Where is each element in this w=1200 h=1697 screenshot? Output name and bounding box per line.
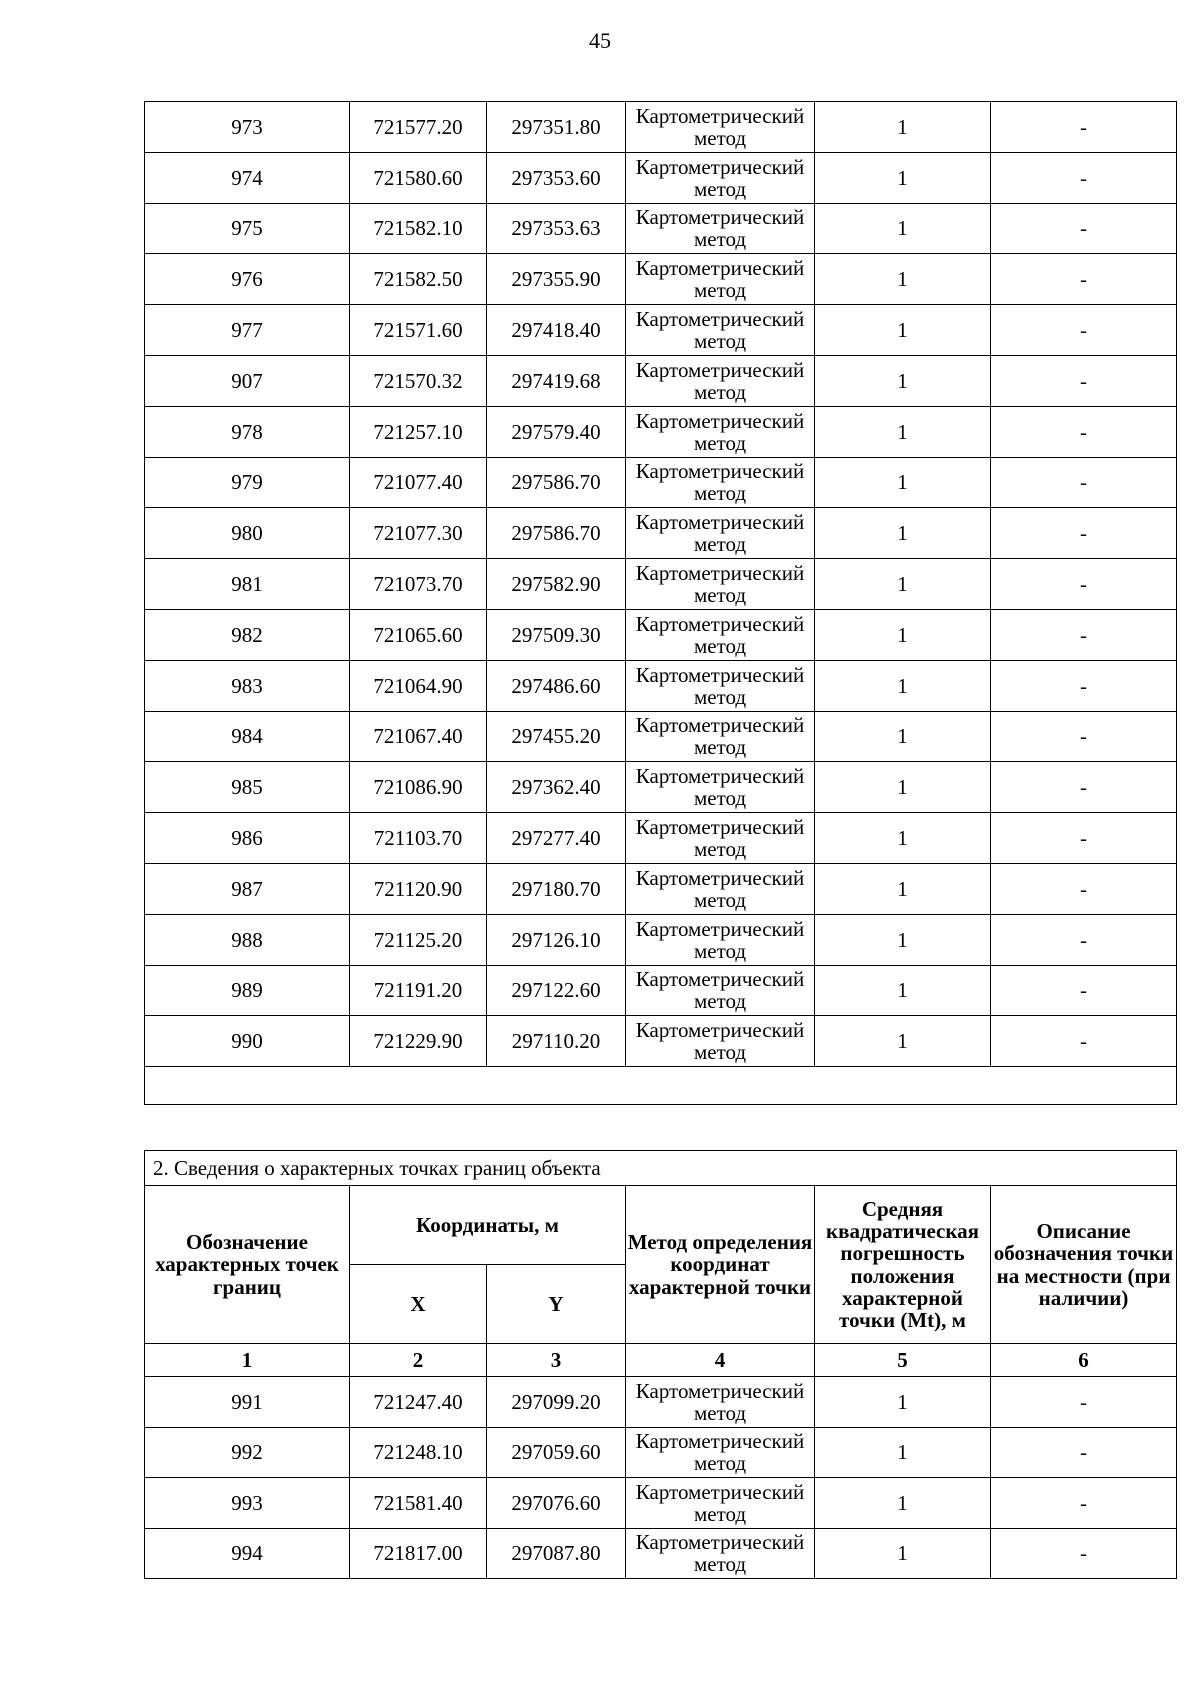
point-cell: 907: [145, 355, 350, 406]
point-cell: 980: [145, 508, 350, 559]
header-y: Y: [487, 1265, 626, 1344]
method-cell: Картометрический метод: [626, 660, 815, 711]
y-cell: 297579.40: [487, 406, 626, 457]
table-row: [145, 152, 1177, 203]
table-row: [145, 254, 1177, 305]
method-cell: Картометрический метод: [626, 254, 815, 305]
method-cell: Картометрический метод: [626, 1427, 815, 1478]
mt-cell: 1: [815, 660, 991, 711]
table-row: [145, 863, 1177, 914]
y-cell: 297087.80: [487, 1528, 626, 1579]
point-cell: 984: [145, 711, 350, 762]
point-cell: 988: [145, 914, 350, 965]
y-cell: 297418.40: [487, 305, 626, 356]
method-cell: Картометрический метод: [626, 457, 815, 508]
point-cell: 992: [145, 1427, 350, 1478]
description-cell: -: [991, 102, 1177, 153]
mt-cell: 1: [815, 1377, 991, 1428]
table-row: [145, 1427, 1177, 1478]
mt-cell: 1: [815, 355, 991, 406]
empty-row: [145, 1067, 1177, 1105]
point-cell: 993: [145, 1478, 350, 1529]
x-cell: 721571.60: [350, 305, 487, 356]
table-row: [145, 305, 1177, 356]
point-cell: 974: [145, 152, 350, 203]
y-cell: 297099.20: [487, 1377, 626, 1428]
y-cell: 297419.68: [487, 355, 626, 406]
table-row: [145, 711, 1177, 762]
x-cell: 721581.40: [350, 1478, 487, 1529]
mt-cell: 1: [815, 254, 991, 305]
point-cell: 983: [145, 660, 350, 711]
point-cell: 987: [145, 863, 350, 914]
y-cell: 297277.40: [487, 813, 626, 864]
x-cell: 721229.90: [350, 1016, 487, 1067]
y-cell: 297351.80: [487, 102, 626, 153]
page-number: 45: [589, 28, 611, 53]
method-cell: Картометрический метод: [626, 203, 815, 254]
table-row: [145, 1478, 1177, 1529]
column-number-5: 5: [815, 1344, 991, 1377]
description-cell: -: [991, 762, 1177, 813]
empty-cell: [145, 1067, 1177, 1105]
x-cell: 721582.10: [350, 203, 487, 254]
x-cell: 721086.90: [350, 762, 487, 813]
description-cell: -: [991, 305, 1177, 356]
method-cell: Картометрический метод: [626, 762, 815, 813]
method-cell: Картометрический метод: [626, 711, 815, 762]
y-cell: 297180.70: [487, 863, 626, 914]
header-x: X: [350, 1265, 487, 1344]
table-caption: 2. Сведения о характерных точках границ объекта: [145, 1151, 1177, 1186]
description-cell: -: [991, 355, 1177, 406]
x-cell: 721582.50: [350, 254, 487, 305]
y-cell: 297486.60: [487, 660, 626, 711]
y-cell: 297126.10: [487, 914, 626, 965]
table-row: [145, 660, 1177, 711]
description-cell: -: [991, 508, 1177, 559]
y-cell: 297586.70: [487, 508, 626, 559]
description-cell: -: [991, 609, 1177, 660]
method-cell: Картометрический метод: [626, 1377, 815, 1428]
point-cell: 982: [145, 609, 350, 660]
y-cell: 297582.90: [487, 559, 626, 610]
mt-cell: 1: [815, 305, 991, 356]
mt-cell: 1: [815, 203, 991, 254]
mt-cell: 1: [815, 1478, 991, 1529]
description-cell: -: [991, 559, 1177, 610]
x-cell: 721248.10: [350, 1427, 487, 1478]
method-cell: Картометрический метод: [626, 508, 815, 559]
description-cell: -: [991, 711, 1177, 762]
mt-cell: 1: [815, 863, 991, 914]
table-row: [145, 406, 1177, 457]
table-row: [145, 965, 1177, 1016]
x-cell: 721817.00: [350, 1528, 487, 1579]
method-cell: Картометрический метод: [626, 559, 815, 610]
column-number-6: 6: [991, 1344, 1177, 1377]
method-cell: Картометрический метод: [626, 914, 815, 965]
boundary-points-table: [144, 1150, 1177, 1579]
table-row: [145, 355, 1177, 406]
x-cell: 721577.20: [350, 102, 487, 153]
y-cell: 297455.20: [487, 711, 626, 762]
x-cell: 721065.60: [350, 609, 487, 660]
mt-cell: 1: [815, 914, 991, 965]
table-body: [145, 102, 1177, 1105]
description-cell: -: [991, 203, 1177, 254]
table-row: [145, 762, 1177, 813]
header-mt: Средняя квадратическая погрешность положения характерной точки (Mt), м: [815, 1186, 991, 1344]
x-cell: 721257.10: [350, 406, 487, 457]
y-cell: 297355.90: [487, 254, 626, 305]
column-number-1: 1: [145, 1344, 350, 1377]
point-cell: 990: [145, 1016, 350, 1067]
y-cell: 297122.60: [487, 965, 626, 1016]
description-cell: -: [991, 1478, 1177, 1529]
x-cell: 721077.40: [350, 457, 487, 508]
table-row: [145, 559, 1177, 610]
table-row: [145, 609, 1177, 660]
mt-cell: 1: [815, 1016, 991, 1067]
table-row: [145, 914, 1177, 965]
mt-cell: 1: [815, 813, 991, 864]
method-cell: Картометрический метод: [626, 609, 815, 660]
mt-cell: 1: [815, 559, 991, 610]
y-cell: 297509.30: [487, 609, 626, 660]
description-cell: -: [991, 1377, 1177, 1428]
x-cell: 721103.70: [350, 813, 487, 864]
x-cell: 721570.32: [350, 355, 487, 406]
description-cell: -: [991, 914, 1177, 965]
method-cell: Картометрический метод: [626, 813, 815, 864]
y-cell: 297362.40: [487, 762, 626, 813]
mt-cell: 1: [815, 508, 991, 559]
column-number-3: 3: [487, 1344, 626, 1377]
table-row: [145, 203, 1177, 254]
mt-cell: 1: [815, 1427, 991, 1478]
description-cell: -: [991, 406, 1177, 457]
x-cell: 721064.90: [350, 660, 487, 711]
method-cell: Картометрический метод: [626, 1478, 815, 1529]
description-cell: -: [991, 1427, 1177, 1478]
table-row: [145, 1528, 1177, 1579]
mt-cell: 1: [815, 711, 991, 762]
table-body: [145, 1377, 1177, 1579]
x-cell: 721067.40: [350, 711, 487, 762]
y-cell: 297076.60: [487, 1478, 626, 1529]
point-cell: 977: [145, 305, 350, 356]
point-cell: 989: [145, 965, 350, 1016]
description-cell: -: [991, 1016, 1177, 1067]
mt-cell: 1: [815, 102, 991, 153]
description-cell: -: [991, 863, 1177, 914]
description-cell: -: [991, 457, 1177, 508]
description-cell: -: [991, 965, 1177, 1016]
point-cell: 991: [145, 1377, 350, 1428]
method-cell: Картометрический метод: [626, 102, 815, 153]
mt-cell: 1: [815, 965, 991, 1016]
mt-cell: 1: [815, 152, 991, 203]
boundary-points-table-continued: [144, 101, 1177, 1105]
x-cell: 721247.40: [350, 1377, 487, 1428]
column-number-4: 4: [626, 1344, 815, 1377]
point-cell: 978: [145, 406, 350, 457]
x-cell: 721191.20: [350, 965, 487, 1016]
method-cell: Картометрический метод: [626, 863, 815, 914]
y-cell: 297353.63: [487, 203, 626, 254]
x-cell: 721077.30: [350, 508, 487, 559]
column-number-2: 2: [350, 1344, 487, 1377]
x-cell: 721073.70: [350, 559, 487, 610]
description-cell: -: [991, 813, 1177, 864]
method-cell: Картометрический метод: [626, 305, 815, 356]
point-cell: 973: [145, 102, 350, 153]
header-method: Метод определения координат характерной точки: [626, 1186, 815, 1344]
description-cell: -: [991, 254, 1177, 305]
mt-cell: 1: [815, 457, 991, 508]
mt-cell: 1: [815, 609, 991, 660]
table-row: [145, 102, 1177, 153]
mt-cell: 1: [815, 762, 991, 813]
table-row: [145, 1377, 1177, 1428]
point-cell: 979: [145, 457, 350, 508]
x-cell: 721120.90: [350, 863, 487, 914]
table-row: [145, 508, 1177, 559]
point-cell: 981: [145, 559, 350, 610]
point-cell: 986: [145, 813, 350, 864]
point-cell: 975: [145, 203, 350, 254]
table-row: [145, 813, 1177, 864]
x-cell: 721580.60: [350, 152, 487, 203]
header-coordinates: Координаты, м: [350, 1186, 626, 1265]
x-cell: 721125.20: [350, 914, 487, 965]
y-cell: 297586.70: [487, 457, 626, 508]
header-point-designation: Обозначение характерных точек границ: [145, 1186, 350, 1344]
mt-cell: 1: [815, 1528, 991, 1579]
description-cell: -: [991, 660, 1177, 711]
y-cell: 297059.60: [487, 1427, 626, 1478]
table-row: [145, 457, 1177, 508]
method-cell: Картометрический метод: [626, 406, 815, 457]
y-cell: 297110.20: [487, 1016, 626, 1067]
description-cell: -: [991, 152, 1177, 203]
point-cell: 985: [145, 762, 350, 813]
method-cell: Картометрический метод: [626, 355, 815, 406]
table-row: [145, 1016, 1177, 1067]
method-cell: Картометрический метод: [626, 1016, 815, 1067]
y-cell: 297353.60: [487, 152, 626, 203]
method-cell: Картометрический метод: [626, 1528, 815, 1579]
header-description: Описание обозначения точки на местности (при наличии): [991, 1186, 1177, 1344]
mt-cell: 1: [815, 406, 991, 457]
point-cell: 976: [145, 254, 350, 305]
method-cell: Картометрический метод: [626, 965, 815, 1016]
description-cell: -: [991, 1528, 1177, 1579]
point-cell: 994: [145, 1528, 350, 1579]
method-cell: Картометрический метод: [626, 152, 815, 203]
